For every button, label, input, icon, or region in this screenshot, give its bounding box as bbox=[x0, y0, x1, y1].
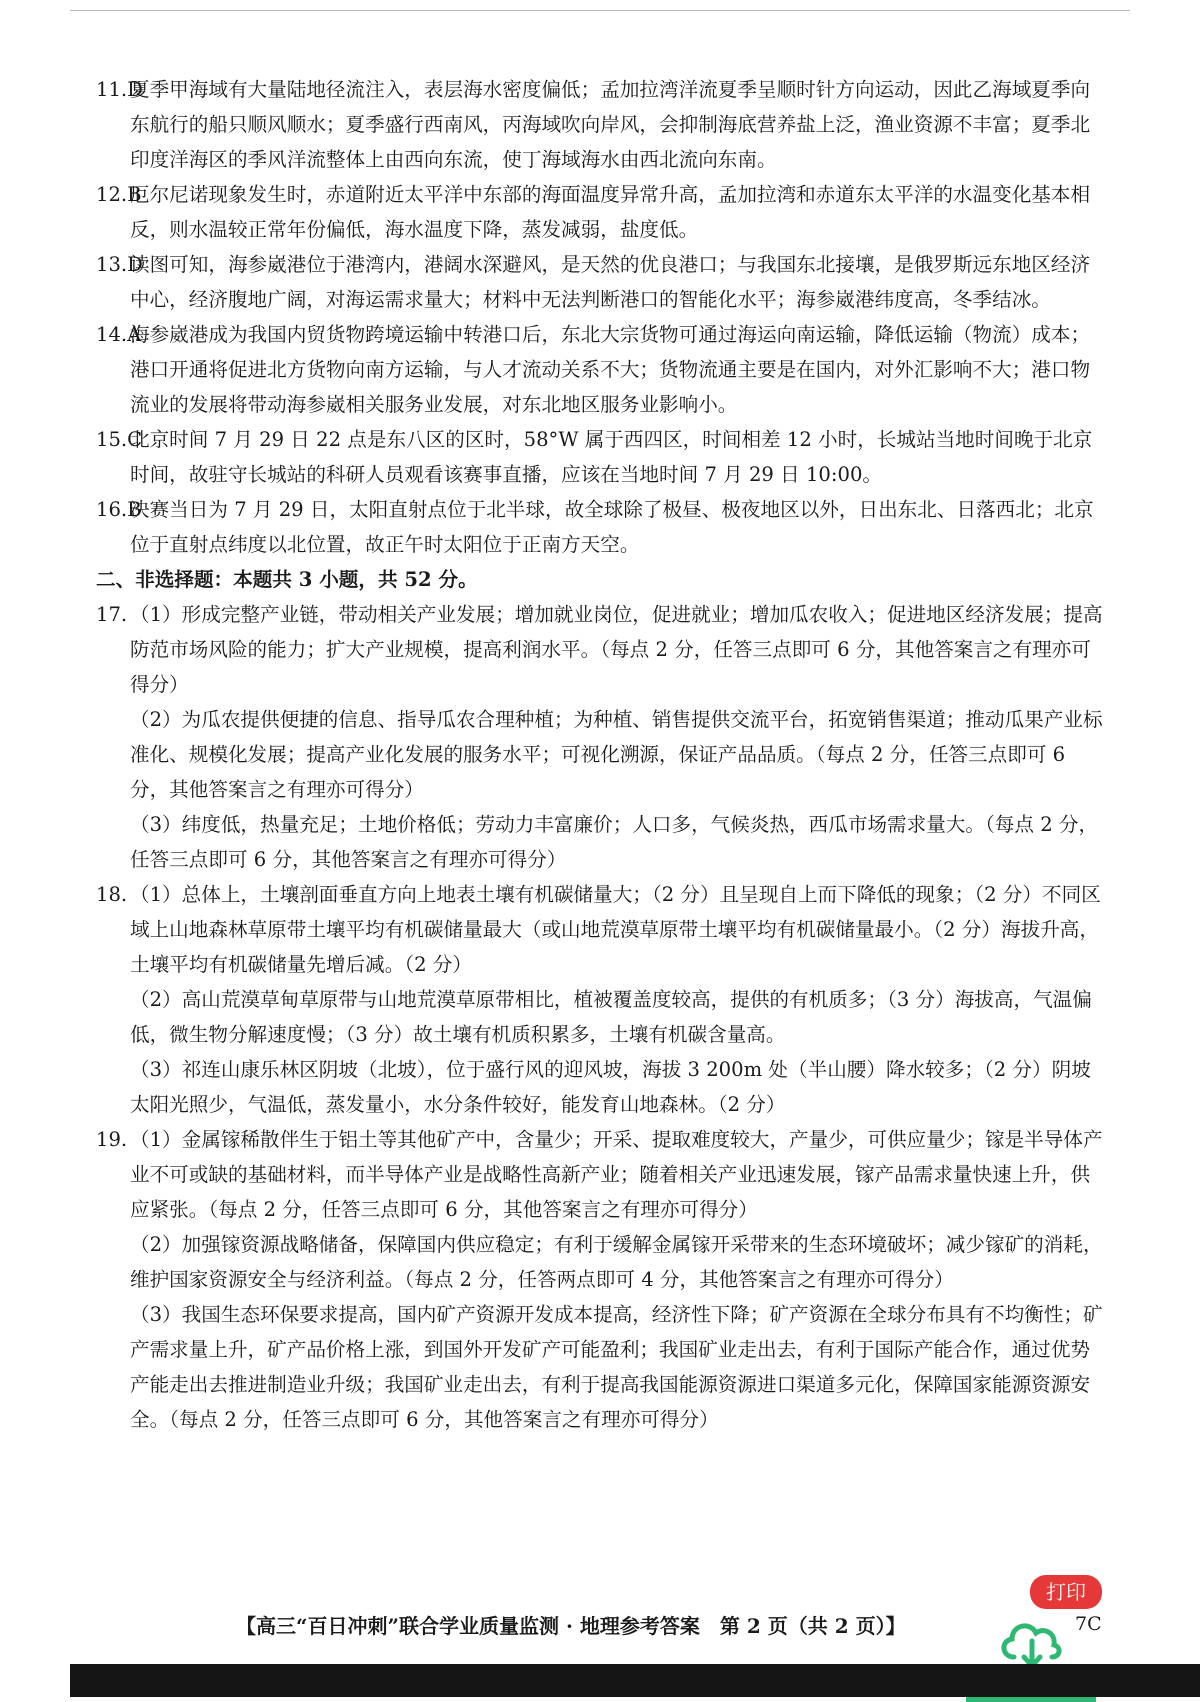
answer-text: 夏季甲海域有大量陆地径流注入，表层海水密度偏低；孟加拉湾洋流夏季呈顺时针方向运动，因此乙海域夏季向东航行的船只顺风顺水；夏季盛行西南风，丙海域吹向岸风，会抑制海底营养盐上泛，渔业资源不丰富；夏季北印度洋海区的季风洋流整体上由西向东流，使丁海域海水由西北流向东南。 bbox=[130, 78, 1091, 171]
answer-number: 14.A bbox=[96, 323, 142, 346]
answer-13 bbox=[96, 247, 1106, 317]
answer-number: 17. bbox=[96, 603, 128, 626]
answer-number: 11.D bbox=[96, 78, 143, 101]
answer-text: （1）总体上，土壤剖面垂直方向上地表土壤有机碳储量大；（2 分）且呈现自上而下降低的现象；（2 分）不同区域上山地森林草原带土壤平均有机碳储量最大（或山地荒漠草原带土壤平均有机碳储量最小。（2 分）海拔升高，土壤平均有机碳储量先增后减。（2 分） bbox=[130, 883, 1101, 976]
answer-number: 13.D bbox=[96, 253, 143, 276]
answer-11 bbox=[96, 72, 1106, 177]
answer-19-part-3: （3）我国生态环保要求提高，国内矿产资源开发成本提高，经济性下降；矿产资源在全球分布具有不均衡性；矿产需求量上升，矿产品价格上涨，到国外开发矿产可能盈利；我国矿业走出去，有利于国际产能合作，通过优势产能走出去推进制造业升级；我国矿业走出去，有利于提高我国能源资源进口渠道多元化，保障国家能源资源安全。（每点 2 分，任答三点即可 6 分，其他答案言之有理亦可得分） bbox=[130, 1303, 1103, 1431]
answer-19-part-1 bbox=[96, 1122, 1106, 1227]
page-footer: 【高三“百日冲刺”联合学业质量监测 · 地理参考答案 第 2 页（共 2 页）】 bbox=[236, 1614, 906, 1638]
answer-number: 15.C bbox=[96, 428, 143, 451]
answer-number: 16.B bbox=[96, 498, 142, 521]
answer-text: （1）形成完整产业链，带动相关产业发展；增加就业岗位，促进就业；增加瓜农收入；促进地区经济发展；提高防范市场风险的能力；扩大产业规模，提高利润水平。（每点 2 分，任答三点即可 6 分，其他答案言之有理亦可得分） bbox=[130, 603, 1103, 696]
answer-12 bbox=[96, 177, 1106, 247]
answer-text: 海参崴港成为我国内贸货物跨境运输中转港口后，东北大宗货物可通过海运向南运输，降低运输（物流）成本；港口开通将促进北方货物向南方运输，与人才流动关系不大；货物流通主要是在国内，对外汇影响不大；港口物流业的发展将带动海参崴相关服务业发展，对东北地区服务业影响小。 bbox=[130, 323, 1091, 416]
answer-content bbox=[96, 72, 1106, 1437]
answer-text: 北京时间 7 月 29 日 22 点是东八区的区时，58°W 属于西四区，时间相差 12 小时，长城站当地时间晚于北京时间，故驻守长城站的科研人员观看该赛事直播，应该在当地时间 7 月 29 日 10:00。 bbox=[130, 428, 1093, 486]
section-heading: 二、非选择题：本题共 3 小题，共 52 分。 bbox=[96, 568, 478, 591]
paper-code: 7C bbox=[1075, 1613, 1102, 1635]
answer-17-part-1 bbox=[96, 597, 1106, 702]
top-rule bbox=[70, 10, 1130, 11]
answer-19-part-2: （2）加强镓资源战略储备，保障国内供应稳定；有利于缓解金属镓开采带来的生态环境破坏；减少镓矿的消耗，维护国家资源安全与经济利益。（每点 2 分，任答两点即可 4 分，其他答案言之有理亦可得分） bbox=[130, 1233, 1103, 1291]
print-button[interactable]: 打印 bbox=[1030, 1575, 1102, 1609]
answer-text: （1）金属镓稀散伴生于铝土等其他矿产中，含量少；开采、提取难度较大，产量少，可供应量少；镓是半导体产业不可或缺的基础材料，而半导体产业是战略性高新产业；随着相关产业迅速发展，镓产品需求量快速上升，供应紧张。（每点 2 分，任答三点即可 6 分，其他答案言之有理亦可得分） bbox=[130, 1128, 1103, 1221]
answer-text: 厄尔尼诺现象发生时，赤道附近太平洋中东部的海面温度异常升高，孟加拉湾和赤道东太平洋的水温变化基本相反，则水温较正常年份偏低，海水温度下降，蒸发减弱，盐度低。 bbox=[130, 183, 1091, 241]
bottom-bar bbox=[70, 1664, 1200, 1697]
answer-18-part-3: （3）祁连山康乐林区阴坡（北坡），位于盛行风的迎风坡，海拔 3 200m 处（半山腰）降水较多；（2 分）阴坡太阳光照少，气温低，蒸发量小，水分条件较好，能发育山地森林。（2 分） bbox=[130, 1058, 1091, 1116]
answer-16 bbox=[96, 492, 1106, 562]
answer-17-part-2: （2）为瓜农提供便捷的信息、指导瓜农合理种植；为种植、销售提供交流平台，拓宽销售渠道；推动瓜果产业标准化、规模化发展；提高产业化发展的服务水平；可视化溯源，保证产品品质。（每点 2 分，任答三点即可 6 分，其他答案言之有理亦可得分） bbox=[130, 708, 1103, 801]
answer-text: 决赛当日为 7 月 29 日，太阳直射点位于北半球，故全球除了极昼、极夜地区以外，日出东北、日落西北；北京位于直射点纬度以北位置，故正午时太阳位于正南方天空。 bbox=[130, 498, 1094, 556]
answer-number: 18. bbox=[96, 883, 128, 906]
answer-17-part-3: （3）纬度低，热量充足；土地价格低；劳动力丰富廉价；人口多，气候炎热，西瓜市场需求量大。（每点 2 分，任答三点即可 6 分，其他答案言之有理亦可得分） bbox=[130, 813, 1099, 871]
answer-15 bbox=[96, 422, 1106, 492]
answer-18-part-1 bbox=[96, 877, 1106, 982]
answer-number: 12.B bbox=[96, 183, 142, 206]
answer-14 bbox=[96, 317, 1106, 422]
answer-text: 读图可知，海参崴港位于港湾内，港阔水深避风，是天然的优良港口；与我国东北接壤，是俄罗斯远东地区经济中心，经济腹地广阔，对海运需求量大；材料中无法判断港口的智能化水平；海参崴港纬度高，冬季结冰。 bbox=[130, 253, 1091, 311]
answer-number: 19. bbox=[96, 1128, 128, 1151]
answer-18-part-2: （2）高山荒漠草甸草原带与山地荒漠草原带相比，植被覆盖度较高，提供的有机质多；（3 分）海拔高，气温偏低，微生物分解速度慢；（3 分）故土壤有机质积累多，土壤有机碳含量高。 bbox=[130, 988, 1092, 1046]
